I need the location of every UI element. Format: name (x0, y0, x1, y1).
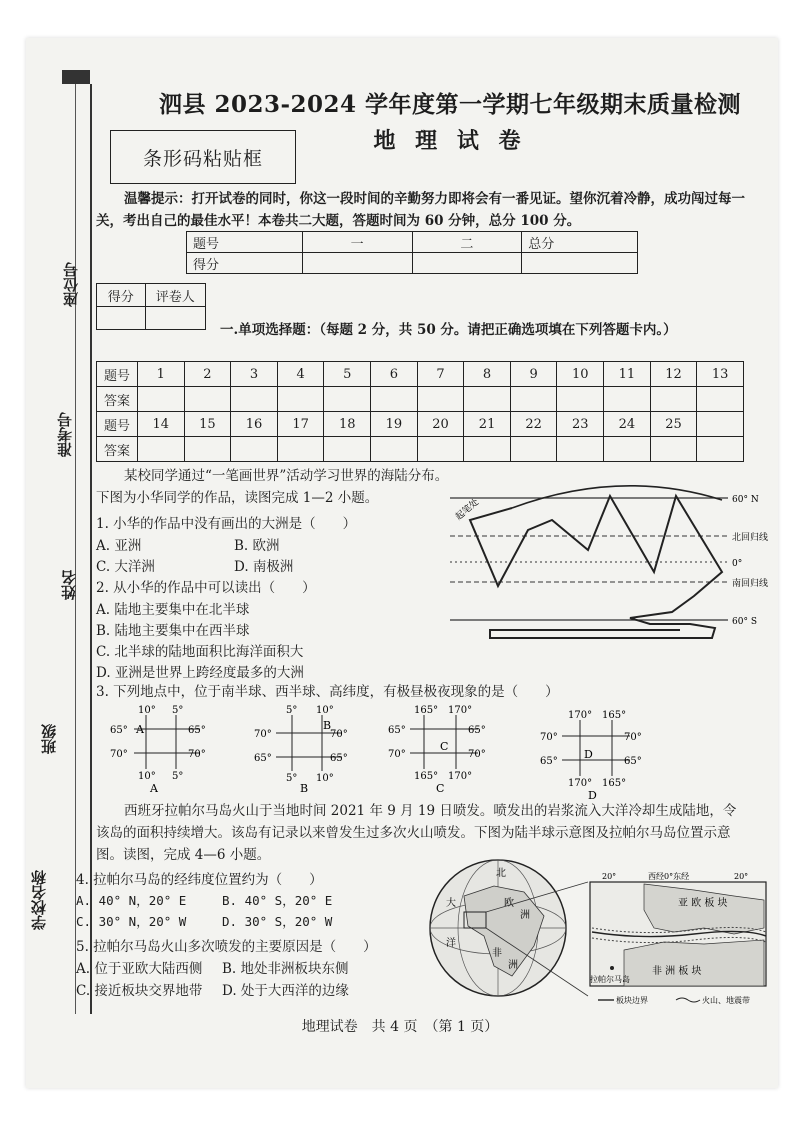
island-label: 拉帕尔马岛 (590, 975, 630, 984)
question-number-cell: 15 (184, 412, 231, 437)
answer-cell[interactable] (650, 437, 697, 462)
page-footer: 地理试卷 共 4 页 （第 1 页） (301, 1019, 499, 1035)
lat-label-60n: 60° N (732, 495, 759, 505)
score-header-cell: 一 (302, 232, 412, 253)
grid-point-letter: A (136, 723, 144, 736)
map-top-label: 20° (602, 872, 617, 881)
question-number-cell: 19 (371, 412, 418, 437)
globe-label: 大 (446, 898, 456, 909)
grid-label: 70° (330, 729, 348, 740)
question-number-cell: 1 (138, 362, 185, 387)
globe-label: 非 (492, 948, 502, 959)
answer-row-label: 题号 (97, 362, 138, 387)
answer-cell[interactable] (604, 437, 651, 462)
question-number-cell: 4 (277, 362, 324, 387)
grid-label: 65° (388, 725, 406, 736)
question-number-cell: 20 (417, 412, 464, 437)
grid-label: 65° (624, 756, 642, 767)
question-number-cell: 11 (604, 362, 651, 387)
grid-label: 70° (540, 732, 558, 743)
question-number-cell: 13 (697, 362, 744, 387)
answer-cell[interactable] (324, 387, 371, 412)
plate-label-eurasia: 亚 欧 板 块 (678, 898, 728, 909)
lat-label-tropic-south: 南回归线 (732, 579, 769, 589)
start-point-label: 起笔处 (453, 497, 482, 523)
barcode-box: 条形码粘贴框 (110, 130, 296, 184)
question-1-option-a[interactable]: A. 亚洲 (96, 538, 142, 554)
passage-1: 某校同学通过“一笔画世界”活动学习世界的海陆分布。下图为小华同学的作品，读图完成 1—2 小题。 (96, 468, 449, 506)
map-top-label: 西经0°东经 (648, 872, 690, 881)
section1-heading: 一.单项选择题：（每题 2 分，共 50 分。请把正确选项填在下列答题卡内。） (220, 322, 677, 338)
answer-row-label: 答案 (97, 437, 138, 462)
map-top-label: 20° (734, 872, 749, 881)
grid-label: 170° (448, 771, 473, 782)
grid-label: 5° (172, 705, 184, 716)
grid-label: 70° (388, 749, 406, 760)
answer-cell[interactable] (184, 437, 231, 462)
grader-name-label: 评卷人 (145, 284, 205, 307)
grid-label: 70° (624, 732, 642, 743)
grid-d[interactable] (540, 708, 652, 802)
question-5-option-c[interactable]: C. 接近板块交界地带 (76, 983, 203, 999)
grid-label: 70° (110, 749, 128, 760)
lat-label-60s: 60° S (732, 617, 757, 627)
empty-cell (697, 412, 744, 437)
answer-cell[interactable] (557, 387, 604, 412)
grid-label: 5° (172, 771, 184, 782)
one-stroke-world-map (440, 478, 769, 648)
answer-row-label: 答案 (97, 387, 138, 412)
grid-label: 65° (110, 725, 128, 736)
question-2-stem: 2. 从小华的作品中可以读出（ ） (96, 580, 316, 596)
answer-cell[interactable] (231, 387, 278, 412)
question-number-cell: 18 (324, 412, 371, 437)
la-palma-location-map (584, 870, 772, 1012)
grid-label: 10° (316, 773, 334, 784)
seat-number-label: 座位号 (62, 262, 80, 307)
question-number-cell: 25 (650, 412, 697, 437)
name-label: 姓名 (60, 570, 78, 600)
score-cell[interactable] (412, 253, 522, 274)
score-header-cell: 二 (412, 232, 522, 253)
answer-cell[interactable] (417, 387, 464, 412)
grid-label: 10° (138, 771, 156, 782)
question-number-cell: 24 (604, 412, 651, 437)
question-number-cell: 3 (231, 362, 278, 387)
question-4-option-a[interactable]: A. 40° N，20° E (76, 893, 187, 908)
grid-label: 65° (468, 725, 486, 736)
grid-label: 65° (254, 753, 272, 764)
score-row-label: 得分 (187, 253, 303, 274)
answer-cell[interactable] (650, 387, 697, 412)
lat-label-equator: 0° (732, 559, 743, 569)
question-number-cell: 14 (138, 412, 185, 437)
class-label: 班级 (40, 724, 58, 754)
legend-plate-boundary: 板块边界 (616, 996, 648, 1005)
question-number-cell: 23 (557, 412, 604, 437)
grid-label: 165° (414, 705, 439, 716)
score-table (186, 231, 638, 274)
question-number-cell: 5 (324, 362, 371, 387)
lat-label-tropic-north: 北回归线 (732, 533, 769, 543)
grader-table (96, 283, 206, 330)
grid-label: 170° (568, 778, 593, 789)
notice-text: 温馨提示：打开试卷的同时，你这一段时间的辛勤努力即将会有一番见证。望你沉着冷静，成功闯过每一关，考出自己的最佳水平！本卷共二大题，答题时间为 60 分钟，总分 100 分。 (96, 191, 745, 229)
question-5-stem: 5. 拉帕尔马岛火山多次喷发的主要原因是（ ） (76, 939, 377, 955)
question-number-cell: 2 (184, 362, 231, 387)
grid-c[interactable] (388, 703, 500, 795)
question-number-cell: 21 (464, 412, 511, 437)
grid-point-letter: D (584, 748, 593, 761)
question-4-option-c[interactable]: C. 30° N，20° W (76, 914, 187, 929)
answer-cell[interactable] (557, 437, 604, 462)
globe-label: 欧 (504, 898, 514, 909)
grid-label: 165° (602, 778, 627, 789)
question-2-option-c[interactable]: C. 北半球的陆地面积比海洋面积大 (96, 644, 304, 660)
question-1-option-c[interactable]: C. 大洋洲 (96, 559, 155, 575)
globe-label: 北 (496, 868, 506, 879)
answer-cell[interactable] (464, 437, 511, 462)
question-number-cell: 7 (417, 362, 464, 387)
question-3-stem: 3. 下列地点中，位于南半球、西半球、高纬度，有极昼极夜现象的是（ ） (96, 684, 559, 700)
grader-name-cell[interactable] (145, 307, 205, 330)
connector-lines (482, 880, 592, 1000)
exam-subtitle: 地 理 试 卷 (373, 128, 527, 154)
answer-cell[interactable] (138, 437, 185, 462)
answer-cell[interactable] (231, 437, 278, 462)
answer-cell[interactable] (417, 437, 464, 462)
grid-label: 165° (602, 710, 627, 721)
answer-cell[interactable] (510, 437, 557, 462)
grid-label: 65° (188, 725, 206, 736)
answer-cell[interactable] (371, 387, 418, 412)
grid-b[interactable] (254, 703, 366, 795)
answer-cell[interactable] (277, 387, 324, 412)
one-stroke-arc (512, 486, 722, 508)
question-number-cell: 8 (464, 362, 511, 387)
one-stroke-path (470, 496, 722, 638)
answer-cell[interactable] (277, 437, 324, 462)
answer-cell[interactable] (697, 437, 744, 462)
grader-score-cell[interactable] (97, 307, 146, 330)
grid-label: 165° (414, 771, 439, 782)
grid-label: 70° (188, 749, 206, 760)
grid-label: 65° (330, 753, 348, 764)
question-2-option-d[interactable]: D. 亚洲是世界上跨经度最多的大洲 (96, 665, 304, 681)
grid-label: 65° (540, 756, 558, 767)
exam-number-label: 准考号 (56, 412, 74, 457)
question-1-option-b[interactable]: B. 欧洲 (234, 538, 280, 554)
exam-title: 泗县 2023-2024 学年度第一学期七年级期末质量检测 (158, 91, 742, 118)
question-1-stem: 1. 小华的作品中没有画出的大洲是（ ） (96, 516, 357, 532)
passage-2: 西班牙拉帕尔马岛火山于当地时间 2021 年 9 月 19 日喷发。喷发出的岩浆流入大洋冷却生成陆地，令该岛的面积持续增大。该岛有记录以来曾发生过多次火山喷发。下图为陆半球示意图及拉帕尔马岛位置示意图。读图，完成 4—6 小题。 (96, 803, 737, 863)
question-4-stem: 4. 拉帕尔马岛的经纬度位置约为（ ） (76, 872, 323, 888)
grid-point-letter: B (323, 719, 332, 732)
answer-cell[interactable] (138, 387, 185, 412)
grid-label: 5° (286, 705, 298, 716)
question-5-option-a[interactable]: A. 位于亚欧大陆西侧 (76, 961, 203, 977)
question-4-option-b[interactable]: B. 40° S，20° E (222, 893, 333, 908)
score-header-cell: 题号 (187, 232, 303, 253)
question-5-option-b[interactable]: B. 地处非洲板块东侧 (222, 961, 349, 977)
question-number-cell: 10 (557, 362, 604, 387)
answer-cell[interactable] (324, 437, 371, 462)
score-cell[interactable] (302, 253, 412, 274)
question-2-option-b[interactable]: B. 陆地主要集中在西半球 (96, 623, 250, 639)
globe-label: 洲 (508, 960, 518, 971)
question-number-cell: 22 (510, 412, 557, 437)
corner-mark (62, 70, 90, 84)
question-number-cell: 17 (277, 412, 324, 437)
question-number-cell: 9 (510, 362, 557, 387)
answer-cell[interactable] (697, 387, 744, 412)
school-label: 学校名称 (30, 870, 48, 930)
plate-label-africa: 非 洲 板 块 (652, 966, 702, 977)
question-number-cell: 16 (231, 412, 278, 437)
answer-sheet (96, 361, 744, 462)
grid-point-letter: C (440, 740, 449, 753)
answer-cell[interactable] (510, 387, 557, 412)
answer-cell[interactable] (371, 437, 418, 462)
grid-caption: C (436, 782, 445, 795)
grid-caption: B (300, 782, 309, 795)
grid-label: 5° (286, 773, 298, 784)
grader-score-label: 得分 (97, 284, 146, 307)
question-number-cell: 6 (371, 362, 418, 387)
question-4-option-d[interactable]: D. 30° S，20° W (222, 914, 333, 929)
grid-caption: A (150, 782, 158, 795)
question-2-option-a[interactable]: A. 陆地主要集中在北半球 (96, 602, 250, 618)
score-header-cell: 总分 (522, 232, 638, 253)
globe-label: 洋 (446, 938, 456, 949)
grid-label: 170° (448, 705, 473, 716)
legend-volcano: 火山、地震带 (702, 996, 750, 1005)
question-5-option-d[interactable]: D. 处于大西洋的边缘 (222, 983, 349, 999)
answer-cell[interactable] (604, 387, 651, 412)
grid-label: 10° (316, 705, 334, 716)
grid-label: 70° (468, 749, 486, 760)
answer-row-label: 题号 (97, 412, 138, 437)
score-cell[interactable] (522, 253, 638, 274)
question-1-option-d[interactable]: D. 南极洲 (234, 559, 294, 575)
grid-a[interactable] (104, 703, 216, 795)
grid-caption: D (588, 789, 597, 802)
grid-label: 170° (568, 710, 593, 721)
grid-label: 70° (254, 729, 272, 740)
globe-label: 洲 (520, 910, 530, 921)
grid-label: 10° (138, 705, 156, 716)
answer-cell[interactable] (464, 387, 511, 412)
question-number-cell: 12 (650, 362, 697, 387)
answer-cell[interactable] (184, 387, 231, 412)
